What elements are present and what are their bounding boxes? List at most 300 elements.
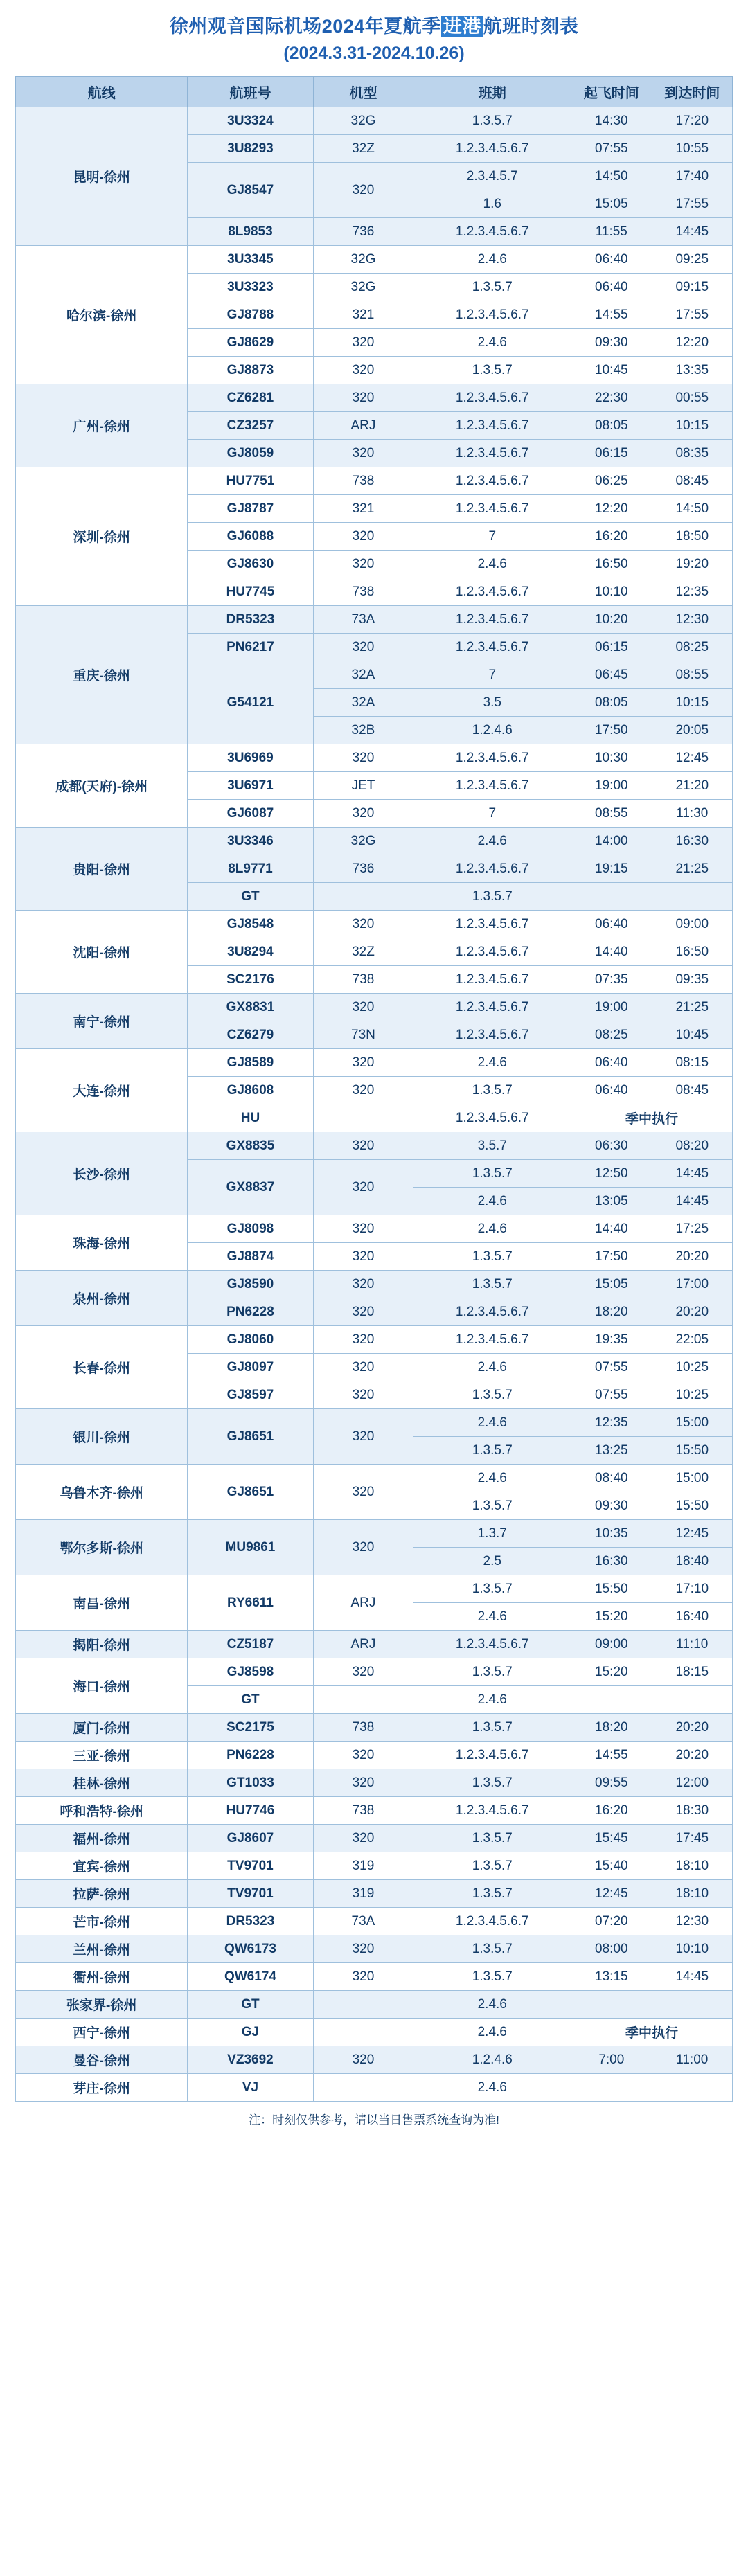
cell-arrival-time: 10:25 — [652, 1354, 732, 1381]
cell-flight-number: GX8831 — [188, 994, 313, 1021]
cell-departure-time: 14:55 — [571, 301, 652, 329]
cell-schedule-days: 1.3.5.7 — [413, 1160, 571, 1188]
cell-departure-time: 08:05 — [571, 689, 652, 717]
cell-arrival-time: 11:10 — [652, 1631, 732, 1658]
cell-schedule-days: 2.4.6 — [413, 1354, 571, 1381]
column-header-flight-no: 航班号 — [188, 77, 313, 107]
cell-flight-number: GJ6088 — [188, 523, 313, 551]
cell-flight-number: QW6173 — [188, 1935, 313, 1963]
cell-arrival-time: 00:55 — [652, 384, 732, 412]
cell-aircraft-type: 320 — [313, 1215, 413, 1243]
column-header-route: 航线 — [16, 77, 188, 107]
cell-arrival-time — [652, 1991, 732, 2019]
cell-schedule-days: 1.3.5.7 — [413, 1769, 571, 1797]
table-row — [16, 2019, 733, 2046]
cell-aircraft-type: 320 — [313, 440, 413, 467]
cell-route: 南宁-徐州 — [16, 994, 188, 1049]
cell-aircraft-type: 320 — [313, 1160, 413, 1215]
column-header-arrival: 到达时间 — [652, 77, 732, 107]
cell-arrival-time: 17:55 — [652, 301, 732, 329]
cell-schedule-days: 1.3.5.7 — [413, 1825, 571, 1852]
table-row — [16, 384, 733, 412]
cell-route: 银川-徐州 — [16, 1409, 188, 1465]
cell-departure-time: 10:45 — [571, 357, 652, 384]
table-row — [16, 1714, 733, 1742]
cell-arrival-time: 12:35 — [652, 578, 732, 606]
cell-flight-number: DR5323 — [188, 606, 313, 634]
cell-departure-time: 13:15 — [571, 1963, 652, 1991]
cell-departure-time: 07:20 — [571, 1908, 652, 1935]
cell-aircraft-type — [313, 1104, 413, 1132]
cell-schedule-days: 1.2.3.4.5.6.7 — [413, 135, 571, 163]
cell-flight-number: GJ8608 — [188, 1077, 313, 1104]
cell-aircraft-type: 320 — [313, 1271, 413, 1298]
cell-aircraft-type: 32Z — [313, 938, 413, 966]
cell-aircraft-type: 320 — [313, 357, 413, 384]
cell-arrival-time: 12:30 — [652, 1908, 732, 1935]
cell-aircraft-type: 320 — [313, 1658, 413, 1686]
cell-schedule-days: 1.3.5.7 — [413, 883, 571, 911]
cell-schedule-days: 1.2.3.4.5.6.7 — [413, 772, 571, 800]
cell-flight-number: HU7751 — [188, 467, 313, 495]
cell-arrival-time: 09:35 — [652, 966, 732, 994]
cell-route: 广州-徐州 — [16, 384, 188, 467]
cell-arrival-time: 09:25 — [652, 246, 732, 274]
cell-arrival-time — [652, 2074, 732, 2102]
cell-departure-time: 10:10 — [571, 578, 652, 606]
cell-schedule-days: 1.2.3.4.5.6.7 — [413, 384, 571, 412]
cell-aircraft-type: 320 — [313, 523, 413, 551]
cell-departure-time: 16:20 — [571, 1797, 652, 1825]
cell-route: 曼谷-徐州 — [16, 2046, 188, 2074]
table-row — [16, 2046, 733, 2074]
cell-aircraft-type: 738 — [313, 1797, 413, 1825]
cell-route: 芒市-徐州 — [16, 1908, 188, 1935]
cell-arrival-time: 17:00 — [652, 1271, 732, 1298]
cell-arrival-time: 15:50 — [652, 1437, 732, 1465]
cell-departure-time: 13:05 — [571, 1188, 652, 1215]
cell-arrival-time: 12:30 — [652, 606, 732, 634]
cell-departure-time: 06:30 — [571, 1132, 652, 1160]
cell-flight-number: HU7745 — [188, 578, 313, 606]
cell-aircraft-type: 738 — [313, 578, 413, 606]
cell-departure-time: 06:15 — [571, 634, 652, 661]
cell-arrival-time: 10:45 — [652, 1021, 732, 1049]
cell-departure-time: 19:15 — [571, 855, 652, 883]
cell-flight-number: 3U6971 — [188, 772, 313, 800]
cell-aircraft-type: 320 — [313, 634, 413, 661]
cell-departure-time: 09:00 — [571, 1631, 652, 1658]
cell-schedule-days: 1.6 — [413, 190, 571, 218]
cell-flight-number: GJ8787 — [188, 495, 313, 523]
cell-flight-number: GJ8651 — [188, 1465, 313, 1520]
cell-schedule-days: 1.3.5.7 — [413, 357, 571, 384]
cell-arrival-time: 08:55 — [652, 661, 732, 689]
cell-departure-time: 10:30 — [571, 744, 652, 772]
cell-schedule-days: 1.2.3.4.5.6.7 — [413, 855, 571, 883]
cell-schedule-days: 1.3.5.7 — [413, 1658, 571, 1686]
table-row — [16, 994, 733, 1021]
cell-aircraft-type: 320 — [313, 1963, 413, 1991]
cell-departure-time: 17:50 — [571, 717, 652, 744]
cell-departure-time: 12:45 — [571, 1880, 652, 1908]
cell-aircraft-type: 73N — [313, 1021, 413, 1049]
cell-route: 昆明-徐州 — [16, 107, 188, 246]
cell-departure-time: 06:45 — [571, 661, 652, 689]
cell-departure-time: 14:50 — [571, 163, 652, 190]
cell-departure-time: 19:00 — [571, 772, 652, 800]
cell-route: 福州-徐州 — [16, 1825, 188, 1852]
cell-schedule-days: 1.2.3.4.5.6.7 — [413, 578, 571, 606]
cell-route: 成都(天府)-徐州 — [16, 744, 188, 828]
table-row — [16, 1852, 733, 1880]
cell-flight-number: CZ3257 — [188, 412, 313, 440]
cell-departure-time: 14:55 — [571, 1742, 652, 1769]
cell-flight-number: GJ8060 — [188, 1326, 313, 1354]
cell-flight-number: 3U3323 — [188, 274, 313, 301]
cell-schedule-days: 2.4.6 — [413, 1049, 571, 1077]
cell-arrival-time: 08:45 — [652, 1077, 732, 1104]
cell-route: 海口-徐州 — [16, 1658, 188, 1714]
cell-flight-number: GX8835 — [188, 1132, 313, 1160]
cell-departure-time: 14:00 — [571, 828, 652, 855]
cell-schedule-days: 1.2.3.4.5.6.7 — [413, 1104, 571, 1132]
cell-route: 沈阳-徐州 — [16, 911, 188, 994]
cell-schedule-days: 1.2.3.4.5.6.7 — [413, 1298, 571, 1326]
column-header-schedule: 班期 — [413, 77, 571, 107]
cell-route: 张家界-徐州 — [16, 1991, 188, 2019]
cell-route: 鄂尔多斯-徐州 — [16, 1520, 188, 1575]
cell-flight-number: GJ8651 — [188, 1409, 313, 1465]
cell-schedule-days: 1.2.3.4.5.6.7 — [413, 301, 571, 329]
cell-flight-number: GJ8873 — [188, 357, 313, 384]
cell-arrival-time: 14:50 — [652, 495, 732, 523]
cell-flight-number: GJ8630 — [188, 551, 313, 578]
table-row — [16, 606, 733, 634]
cell-flight-number: GJ8589 — [188, 1049, 313, 1077]
table-row — [16, 1797, 733, 1825]
footnote: 注：时刻仅供参考，请以当日售票系统查询为准! — [249, 2113, 499, 2127]
cell-departure-time: 08:05 — [571, 412, 652, 440]
cell-arrival-time — [652, 883, 732, 911]
cell-route: 兰州-徐州 — [16, 1935, 188, 1963]
cell-departure-time: 10:20 — [571, 606, 652, 634]
table-row — [16, 1880, 733, 1908]
cell-aircraft-type: 321 — [313, 301, 413, 329]
cell-flight-number: CZ5187 — [188, 1631, 313, 1658]
cell-departure-time: 16:30 — [571, 1548, 652, 1575]
cell-arrival-time: 18:30 — [652, 1797, 732, 1825]
cell-route: 大连-徐州 — [16, 1049, 188, 1132]
cell-schedule-days: 1.2.3.4.5.6.7 — [413, 1908, 571, 1935]
cell-departure-time: 08:00 — [571, 1935, 652, 1963]
cell-aircraft-type: 320 — [313, 994, 413, 1021]
cell-aircraft-type: 73A — [313, 606, 413, 634]
cell-schedule-days: 1.2.3.4.5.6.7 — [413, 606, 571, 634]
table-row — [16, 1575, 733, 1603]
cell-arrival-time: 14:45 — [652, 1963, 732, 1991]
cell-route: 芽庄-徐州 — [16, 2074, 188, 2102]
cell-departure-time: 15:05 — [571, 190, 652, 218]
cell-aircraft-type: 320 — [313, 1520, 413, 1575]
cell-arrival-time: 16:40 — [652, 1603, 732, 1631]
cell-aircraft-type: 32B — [313, 717, 413, 744]
table-row — [16, 1271, 733, 1298]
cell-flight-number: VJ — [188, 2074, 313, 2102]
cell-flight-number: G54121 — [188, 661, 313, 744]
cell-route: 桂林-徐州 — [16, 1769, 188, 1797]
cell-arrival-time: 13:35 — [652, 357, 732, 384]
table-row — [16, 1742, 733, 1769]
cell-route: 呼和浩特-徐州 — [16, 1797, 188, 1825]
cell-aircraft-type: 320 — [313, 384, 413, 412]
cell-departure-time: 12:35 — [571, 1409, 652, 1437]
cell-departure-time: 16:20 — [571, 523, 652, 551]
cell-schedule-days: 1.3.5.7 — [413, 1077, 571, 1104]
cell-departure-time: 15:20 — [571, 1603, 652, 1631]
cell-arrival-time: 22:05 — [652, 1326, 732, 1354]
cell-flight-number: GJ8059 — [188, 440, 313, 467]
cell-schedule-days: 1.2.3.4.5.6.7 — [413, 1021, 571, 1049]
cell-schedule-days: 1.3.5.7 — [413, 1381, 571, 1409]
cell-flight-number: 8L9771 — [188, 855, 313, 883]
cell-aircraft-type: 320 — [313, 1825, 413, 1852]
table-row — [16, 1991, 733, 2019]
table-row — [16, 828, 733, 855]
cell-schedule-days: 1.3.5.7 — [413, 1935, 571, 1963]
cell-departure-time: 17:50 — [571, 1243, 652, 1271]
cell-arrival-time: 09:00 — [652, 911, 732, 938]
cell-departure-time: 18:20 — [571, 1714, 652, 1742]
cell-flight-number: TV9701 — [188, 1880, 313, 1908]
cell-arrival-time: 17:45 — [652, 1825, 732, 1852]
cell-flight-number: GJ8547 — [188, 163, 313, 218]
cell-arrival-time: 18:10 — [652, 1852, 732, 1880]
cell-departure-time: 15:50 — [571, 1575, 652, 1603]
cell-schedule-days: 2.4.6 — [413, 1603, 571, 1631]
cell-flight-number: QW6174 — [188, 1963, 313, 1991]
cell-schedule-days: 1.2.3.4.5.6.7 — [413, 467, 571, 495]
table-row — [16, 1963, 733, 1991]
cell-aircraft-type: 320 — [313, 1132, 413, 1160]
cell-arrival-time: 18:40 — [652, 1548, 732, 1575]
cell-flight-number: GJ8548 — [188, 911, 313, 938]
table-row — [16, 1465, 733, 1492]
cell-arrival-time: 20:20 — [652, 1714, 732, 1742]
cell-arrival-time: 20:20 — [652, 1243, 732, 1271]
cell-departure-time: 06:40 — [571, 1077, 652, 1104]
cell-schedule-days: 2.4.6 — [413, 1686, 571, 1714]
cell-arrival-time: 14:45 — [652, 1188, 732, 1215]
cell-route: 厦门-徐州 — [16, 1714, 188, 1742]
table-row — [16, 1409, 733, 1437]
cell-season-note: 季中执行 — [571, 1104, 733, 1132]
cell-departure-time: 09:30 — [571, 329, 652, 357]
cell-departure-time: 09:55 — [571, 1769, 652, 1797]
cell-departure-time: 10:35 — [571, 1520, 652, 1548]
table-row — [16, 1132, 733, 1160]
cell-departure-time — [571, 1991, 652, 2019]
cell-aircraft-type: ARJ — [313, 1631, 413, 1658]
cell-departure-time: 11:55 — [571, 218, 652, 246]
cell-departure-time: 08:55 — [571, 800, 652, 828]
cell-aircraft-type: 319 — [313, 1880, 413, 1908]
cell-aircraft-type: 320 — [313, 1354, 413, 1381]
cell-aircraft-type: 736 — [313, 218, 413, 246]
cell-route: 衢州-徐州 — [16, 1963, 188, 1991]
cell-arrival-time: 08:25 — [652, 634, 732, 661]
cell-schedule-days: 1.3.5.7 — [413, 1880, 571, 1908]
cell-departure-time: 08:25 — [571, 1021, 652, 1049]
cell-flight-number: 8L9853 — [188, 218, 313, 246]
cell-departure-time: 22:30 — [571, 384, 652, 412]
cell-aircraft-type: 32A — [313, 689, 413, 717]
table-header-row — [16, 77, 733, 107]
cell-flight-number: GJ8874 — [188, 1243, 313, 1271]
cell-schedule-days: 2.4.6 — [413, 329, 571, 357]
table-body — [16, 107, 733, 2102]
cell-aircraft-type — [313, 883, 413, 911]
cell-departure-time: 15:20 — [571, 1658, 652, 1686]
cell-arrival-time: 16:50 — [652, 938, 732, 966]
cell-route: 珠海-徐州 — [16, 1215, 188, 1271]
cell-arrival-time: 11:00 — [652, 2046, 732, 2074]
cell-flight-number: GJ8098 — [188, 1215, 313, 1243]
cell-schedule-days: 1.2.3.4.5.6.7 — [413, 218, 571, 246]
cell-arrival-time: 17:25 — [652, 1215, 732, 1243]
cell-arrival-time: 19:20 — [652, 551, 732, 578]
cell-route: 重庆-徐州 — [16, 606, 188, 744]
cell-aircraft-type: 32G — [313, 107, 413, 135]
cell-departure-time: 06:15 — [571, 440, 652, 467]
cell-flight-number: RY6611 — [188, 1575, 313, 1631]
cell-schedule-days: 1.3.5.7 — [413, 1437, 571, 1465]
cell-aircraft-type: 738 — [313, 467, 413, 495]
cell-flight-number: 3U6969 — [188, 744, 313, 772]
cell-schedule-days: 2.4.6 — [413, 1465, 571, 1492]
cell-departure-time: 08:40 — [571, 1465, 652, 1492]
cell-arrival-time: 08:20 — [652, 1132, 732, 1160]
table-row — [16, 1520, 733, 1548]
table-row — [16, 246, 733, 274]
cell-departure-time: 19:00 — [571, 994, 652, 1021]
cell-flight-number: PN6228 — [188, 1298, 313, 1326]
cell-arrival-time: 15:00 — [652, 1465, 732, 1492]
cell-route: 拉萨-徐州 — [16, 1880, 188, 1908]
cell-flight-number: 3U8294 — [188, 938, 313, 966]
cell-schedule-days: 1.3.5.7 — [413, 1271, 571, 1298]
cell-departure-time: 12:50 — [571, 1160, 652, 1188]
cell-arrival-time: 15:00 — [652, 1409, 732, 1437]
cell-route: 乌鲁木齐-徐州 — [16, 1465, 188, 1520]
cell-flight-number: GT — [188, 1686, 313, 1714]
cell-route: 宜宾-徐州 — [16, 1852, 188, 1880]
table-row — [16, 1658, 733, 1686]
cell-arrival-time: 08:35 — [652, 440, 732, 467]
cell-aircraft-type: 320 — [313, 329, 413, 357]
cell-arrival-time: 10:15 — [652, 689, 732, 717]
cell-departure-time: 07:55 — [571, 1381, 652, 1409]
cell-departure-time: 15:05 — [571, 1271, 652, 1298]
cell-aircraft-type: 736 — [313, 855, 413, 883]
cell-aircraft-type: 320 — [313, 2046, 413, 2074]
cell-schedule-days: 1.3.7 — [413, 1520, 571, 1548]
table-row — [16, 1049, 733, 1077]
cell-route: 三亚-徐州 — [16, 1742, 188, 1769]
cell-departure-time: 06:25 — [571, 467, 652, 495]
cell-route: 泉州-徐州 — [16, 1271, 188, 1326]
cell-flight-number: CZ6281 — [188, 384, 313, 412]
cell-arrival-time: 18:15 — [652, 1658, 732, 1686]
cell-aircraft-type: 738 — [313, 1714, 413, 1742]
cell-departure-time: 09:30 — [571, 1492, 652, 1520]
cell-aircraft-type: 320 — [313, 1298, 413, 1326]
cell-flight-number: MU9861 — [188, 1520, 313, 1575]
cell-route: 南昌-徐州 — [16, 1575, 188, 1631]
cell-schedule-days: 1.2.3.4.5.6.7 — [413, 1742, 571, 1769]
cell-aircraft-type: 320 — [313, 744, 413, 772]
cell-aircraft-type: 320 — [313, 1077, 413, 1104]
cell-flight-number: GX8837 — [188, 1160, 313, 1215]
cell-arrival-time: 09:15 — [652, 274, 732, 301]
cell-schedule-days: 2.4.6 — [413, 246, 571, 274]
cell-departure-time: 18:20 — [571, 1298, 652, 1326]
cell-flight-number: GJ — [188, 2019, 313, 2046]
cell-aircraft-type: 320 — [313, 1769, 413, 1797]
cell-departure-time: 15:45 — [571, 1825, 652, 1852]
cell-schedule-days: 1.2.4.6 — [413, 2046, 571, 2074]
cell-flight-number: 3U3346 — [188, 828, 313, 855]
cell-arrival-time: 08:45 — [652, 467, 732, 495]
cell-flight-number: GJ8629 — [188, 329, 313, 357]
cell-arrival-time: 18:50 — [652, 523, 732, 551]
cell-flight-number: DR5323 — [188, 1908, 313, 1935]
cell-schedule-days: 1.3.5.7 — [413, 107, 571, 135]
cell-schedule-days: 7 — [413, 661, 571, 689]
cell-departure-time: 13:25 — [571, 1437, 652, 1465]
cell-flight-number: 3U3345 — [188, 246, 313, 274]
cell-flight-number: HU7746 — [188, 1797, 313, 1825]
cell-flight-number: GJ8590 — [188, 1271, 313, 1298]
cell-schedule-days: 2.4.6 — [413, 1991, 571, 2019]
cell-flight-number: GT — [188, 1991, 313, 2019]
cell-schedule-days: 2.4.6 — [413, 1215, 571, 1243]
cell-aircraft-type: 320 — [313, 163, 413, 218]
cell-schedule-days: 1.2.3.4.5.6.7 — [413, 994, 571, 1021]
cell-arrival-time: 08:15 — [652, 1049, 732, 1077]
cell-departure-time: 7:00 — [571, 2046, 652, 2074]
cell-departure-time: 07:55 — [571, 1354, 652, 1381]
cell-aircraft-type: 320 — [313, 1465, 413, 1520]
cell-flight-number: CZ6279 — [188, 1021, 313, 1049]
cell-departure-time: 07:55 — [571, 135, 652, 163]
cell-aircraft-type: 319 — [313, 1852, 413, 1880]
cell-schedule-days: 2.4.6 — [413, 2074, 571, 2102]
cell-departure-time — [571, 1686, 652, 1714]
cell-arrival-time: 20:20 — [652, 1742, 732, 1769]
cell-aircraft-type: 321 — [313, 495, 413, 523]
cell-schedule-days: 1.2.3.4.5.6.7 — [413, 1326, 571, 1354]
cell-arrival-time: 12:20 — [652, 329, 732, 357]
cell-arrival-time: 20:05 — [652, 717, 732, 744]
title-suffix: 航班时刻表 — [483, 16, 579, 37]
cell-flight-number: VZ3692 — [188, 2046, 313, 2074]
cell-arrival-time: 14:45 — [652, 1160, 732, 1188]
cell-schedule-days: 2.4.6 — [413, 1409, 571, 1437]
cell-schedule-days: 7 — [413, 800, 571, 828]
cell-flight-number: GJ6087 — [188, 800, 313, 828]
cell-schedule-days: 1.3.5.7 — [413, 1575, 571, 1603]
